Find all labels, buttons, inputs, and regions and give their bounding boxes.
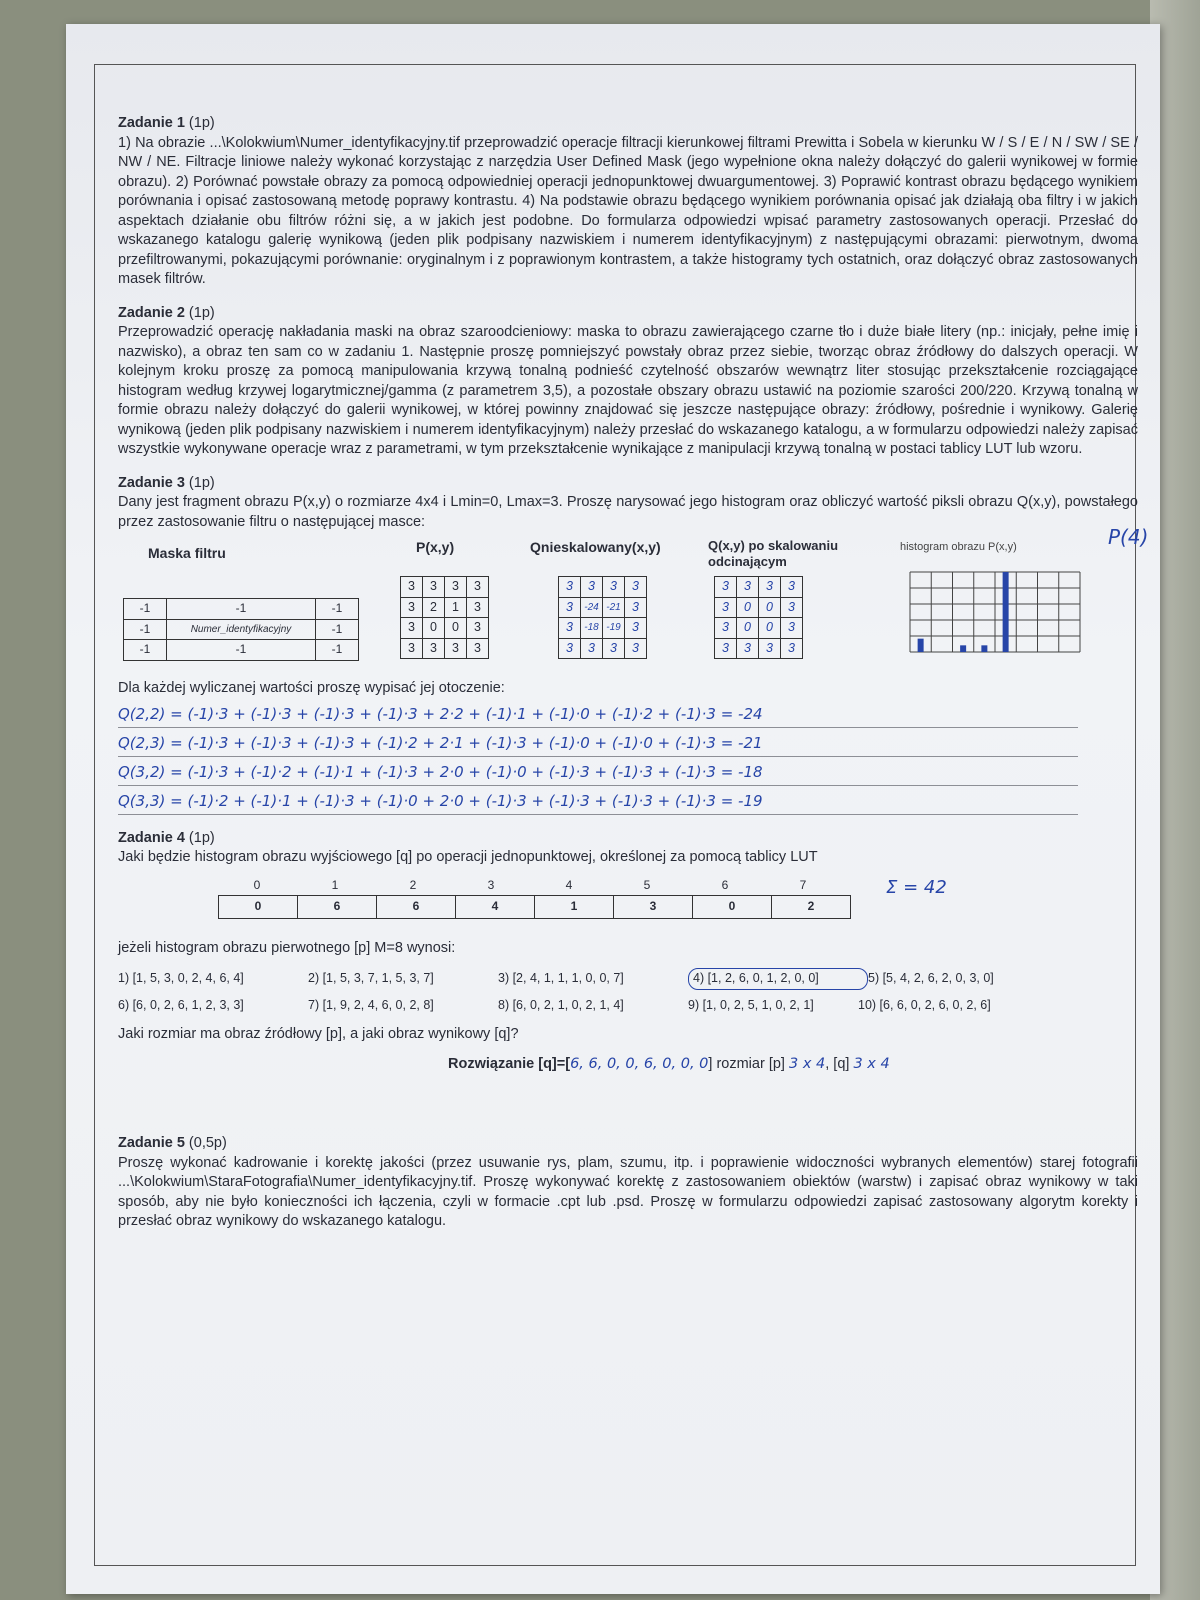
mask-row (124, 599, 359, 620)
grid-cell: 3 (467, 597, 489, 618)
calc-line-text: Q(2,3) = (-1)·3 + (-1)·3 + (-1)·3 + (-1)·2 + 2·1 + (-1)·3 + (-1)·0 + (-1)·0 + (-1)·3 = -21 (118, 734, 763, 752)
task-1-title: Zadanie 1 (118, 115, 185, 131)
task-5-points: (0,5p) (188, 1135, 227, 1151)
histogram-option: 3) [2, 4, 1, 1, 1, 0, 0, 7] (498, 971, 624, 985)
q-label: , [q] (825, 1055, 850, 1072)
calc-line (118, 786, 1078, 815)
lut-value: 0 (693, 896, 772, 919)
histogram-label: histogram obrazu P(x,y) (900, 541, 1017, 553)
mask-cell: -1 (316, 640, 359, 661)
lut-index: 2 (409, 877, 417, 892)
histogram-prompt: jeżeli histogram obrazu pierwotnego [p] M=8 wynosi: (118, 939, 456, 956)
grid-row (559, 618, 647, 639)
grid-cell: 0 (423, 618, 445, 639)
options-row-2 (118, 996, 1138, 1016)
qn-grid (558, 576, 647, 659)
task-1-text: 1) Na obrazie ...\Kolokwium\Numer_identyfikacyjny.tif przeprowadzić operacje filtracji kierunkowej filtrami Prewitta i Sobela w kierunku W / S / E / N / SW / SE / NW / NE. Filtracje liniowe należy wykonać korzystając z narzędzia User Defined Mask (jego wypełnione okna należy dołączyć do galerii wynikowej w formie obrazu). 2) Porównać powstałe obrazy za pomocą odpowiedniej operacji jednopunktowej dwuargumentowej. 3) Poprawić kontrast obrazu będącego wynikiem porównania i opisać zastosowaną metodę poprawy kontrastu. 4) Na podstawie obrazu będącego wynikiem porównania opisać jak działają oba filtry i w jakich aspektach działanie obu filtrów różni się, a w jakich jest podobne. Do formularza odpowiedzi wpisać parametry zastosowanych operacji. Przesłać do wskazanego katalogu galerię wynikową (jeden plik podpisany nazwiskiem i numerem identyfikacyjnym) z następującymi obrazami: pierwotnym, dwoma przefiltrowanymi, pokazującymi porównanie: oryginalnym i z poprawionym kontrastem, a także histogramy tych ostatnich, oraz dołączyć obraz zastosowanych masek filtrów. (118, 134, 1138, 287)
grid-cell: 0 (759, 597, 781, 618)
lut-value: 1 (535, 896, 614, 919)
grid-row (401, 618, 489, 639)
grid-cell: 3 (445, 638, 467, 659)
hist-bar-1 (960, 645, 966, 652)
task-2-title: Zadanie 2 (118, 304, 185, 321)
grid-cell: 3 (467, 577, 489, 598)
hist-bar-0 (918, 639, 924, 652)
solution-line (448, 1055, 1138, 1075)
grid-cell: 3 (559, 597, 581, 618)
grid-cell: 3 (581, 577, 603, 598)
lut-block (218, 876, 1138, 919)
p-grid (400, 576, 489, 659)
lut-value: 6 (298, 896, 377, 919)
lut-value: 3 (614, 896, 693, 919)
grid-row (715, 597, 803, 618)
lut-value: 4 (456, 896, 535, 919)
grid-cell: 3 (737, 638, 759, 659)
grid-cell: 3 (401, 597, 423, 618)
mask-cell: Numer_identyfikacyjny (167, 619, 316, 640)
grid-cell: 3 (401, 638, 423, 659)
mask-table (123, 598, 359, 661)
task-3-intro: Dany jest fragment obrazu P(x,y) o rozmiarze 4x4 i Lmin=0, Lmax=3. Proszę narysować jego histogram oraz obliczyć wartość piksli obrazu Q(x,y), powstałego przez zastosowanie filtru o następującej masce: (118, 494, 1138, 530)
histogram-option: 2) [1, 5, 3, 7, 1, 5, 3, 7] (308, 971, 434, 985)
grid-row (559, 638, 647, 659)
handwritten-calculations (118, 699, 1078, 815)
lut-index-row (218, 876, 1138, 896)
grid-cell: 3 (559, 638, 581, 659)
mask-cell: -1 (167, 599, 316, 620)
lut-table (218, 895, 851, 919)
grid-cell: 3 (603, 577, 625, 598)
grid-cell: 3 (603, 638, 625, 659)
grid-cell: 0 (737, 597, 759, 618)
calc-line-text: Q(2,2) = (-1)·3 + (-1)·3 + (-1)·3 + (-1)·3 + 2·2 + (-1)·1 + (-1)·0 + (-1)·2 + (-1)·3 = -24 (118, 705, 763, 723)
grid-cell: 2 (423, 597, 445, 618)
task-2 (118, 304, 1138, 460)
histogram-option: 10) [6, 6, 0, 2, 6, 0, 2, 6] (858, 997, 991, 1012)
grid-cell: -21 (603, 597, 625, 618)
grid-cell: -24 (581, 597, 603, 618)
p-label: P(x,y) (416, 539, 455, 555)
histogram-option: 6) [6, 0, 2, 6, 1, 2, 3, 3] (118, 997, 244, 1012)
grid-row (401, 577, 489, 598)
lut-index: 4 (565, 877, 573, 892)
grid-cell: 3 (401, 618, 423, 639)
size-p-answer: 3 x 4 (788, 1055, 826, 1072)
mask-cell: -1 (124, 640, 167, 661)
size-q-answer: 3 x 4 (853, 1055, 890, 1072)
grid-row (715, 577, 803, 598)
grid-cell: 1 (445, 597, 467, 618)
grid-cell: 3 (445, 577, 467, 598)
task-4-points: (1p) (188, 829, 215, 846)
mask-cell: -1 (167, 640, 316, 661)
grid-cell: 3 (759, 577, 781, 598)
grid-row (401, 638, 489, 659)
task-5 (118, 1134, 1138, 1232)
grid-cell: -19 (603, 618, 625, 639)
grid-cell: 3 (781, 638, 803, 659)
grid-row (715, 618, 803, 639)
size-label: ] rozmiar [p] (708, 1055, 785, 1072)
histogram-option: 7) [1, 9, 2, 4, 6, 0, 2, 8] (308, 997, 434, 1012)
task-1-points: (1p) (188, 115, 215, 131)
calc-line-text: Q(3,2) = (-1)·3 + (-1)·2 + (-1)·1 + (-1)·3 + 2·0 + (-1)·0 + (-1)·3 + (-1)·3 + (-1)·3 = -18 (118, 763, 763, 781)
histogram-option: 8) [6, 0, 2, 1, 0, 2, 1, 4] (498, 997, 624, 1012)
task-4-question: Jaki będzie histogram obrazu wyjściowego [q] po operacji jednopunktowej, określonej za pomocą tablicy LUT (118, 849, 818, 865)
task-3-title: Zadanie 3 (118, 474, 185, 491)
exam-sheet (66, 24, 1160, 1594)
calc-line (118, 757, 1078, 786)
grid-cell: 3 (715, 618, 737, 639)
neighbour-prompt: Dla każdej wyliczanej wartości proszę wypisać jej otoczenie: (118, 680, 505, 696)
grid-cell: -18 (581, 618, 603, 639)
task-3-figures (118, 525, 1149, 673)
grid-cell: 3 (625, 618, 647, 639)
histogram-chart (890, 568, 1090, 678)
mask-cell: -1 (124, 619, 167, 640)
calc-line-text: Q(3,3) = (-1)·2 + (-1)·1 + (-1)·3 + (-1)·0 + 2·0 + (-1)·3 + (-1)·3 + (-1)·3 + (-1)·3 = -19 (118, 792, 763, 810)
solution-label: Rozwiązanie [q]=[ (448, 1055, 571, 1072)
solution-answer: 6, 6, 0, 0, 6, 0, 0, 0 (570, 1055, 709, 1072)
grid-row (715, 638, 803, 659)
grid-cell: 3 (559, 577, 581, 598)
grid-cell: 3 (401, 577, 423, 598)
qs-grid (714, 576, 803, 659)
task-5-text: Proszę wykonać kadrowanie i korektę jakości (przez usuwanie rys, plam, szumu, itp. i poprawienie widoczności wybranych elementów) starej fotografii ...\Kolokwium\StaraFotografia\Numer_identyfikacyjny.tif. Proszę wykonywać korektę z zastosowaniem obiektów (warstw) i zapisać obraz wynikowy w taki sposób, aby nie było konieczności ich łączenia, czyli w formacie .cpt lub .psd. Proszę w formularzu odpowiedzi zapisać zastosowany algorytm korekty i przesłać obraz wynikowy do wskazanego katalogu. (118, 1154, 1138, 1229)
task-2-points: (1p) (188, 304, 215, 321)
sum-note: Σ = 42 (886, 876, 947, 898)
lut-index: 0 (253, 877, 261, 892)
grid-cell: 0 (759, 618, 781, 639)
size-question: Jaki rozmiar ma obraz źródłowy [p], a jaki obraz wynikowy [q]? (118, 1026, 519, 1042)
grid-cell: 3 (759, 638, 781, 659)
grid-cell: 3 (715, 638, 737, 659)
calc-line (118, 699, 1078, 728)
grid-row (401, 597, 489, 618)
histogram-option: 1) [1, 5, 3, 0, 2, 4, 6, 4] (118, 971, 244, 985)
grid-cell: 3 (737, 577, 759, 598)
lut-index: 7 (799, 877, 807, 892)
mask-row (124, 619, 359, 640)
grid-cell: 3 (781, 597, 803, 618)
grid-cell: 3 (625, 577, 647, 598)
grid-cell: 3 (423, 577, 445, 598)
histogram-option: 5) [5, 4, 2, 6, 2, 0, 3, 0] (868, 971, 994, 985)
lut-index: 1 (331, 877, 339, 892)
lut-value: 2 (772, 896, 851, 919)
qn-label: Qnieskalowany(x,y) (530, 539, 661, 555)
mask-row (124, 640, 359, 661)
grid-cell: 3 (625, 597, 647, 618)
grid-cell: 3 (559, 618, 581, 639)
hist-bar-3 (1003, 572, 1009, 652)
margin-note: P(4) (1108, 525, 1149, 549)
task-4-title: Zadanie 4 (118, 829, 185, 846)
grid-cell: 3 (715, 597, 737, 618)
grid-cell: 3 (625, 638, 647, 659)
mask-cell: -1 (124, 599, 167, 620)
hist-bar-2 (981, 645, 987, 652)
options-row-1 (118, 968, 1138, 990)
qs-label: Q(x,y) po skalowaniu odcinającym (708, 538, 839, 569)
grid-cell: 3 (467, 618, 489, 639)
task-4 (118, 829, 1138, 1075)
lut-value: 0 (219, 896, 298, 919)
histogram-option: 9) [1, 0, 2, 5, 1, 0, 2, 1] (688, 997, 814, 1012)
grid-cell: 3 (781, 577, 803, 598)
task-1 (118, 114, 1138, 290)
task-2-text: Przeprowadzić operację nakładania maski na obraz szaroodcieniowy: maska to obrazu zawierającego czarne tło i duże białe litery (np.: inicjały, pełne imię i nazwisko), a obraz ten sam co w zadaniu 1. Następnie proszę pomniejszyć powstały obraz przez siebie, tworząc obraz źródłowy do dalszych operacji. W kolejnym kroku proszę za pomocą manipulowania krzywą tonalną podnieść czytelność obszarów wewnątrz liter stosując przekształcenie rozciągające histogram według krzywej logarytmicznej/gamma (z parametrem 3,5), a pozostałe obszary obrazu ustawić na poziomie szarości 200/220. Krzywą tonalną w formie obrazu należy dołączyć do galerii wynikowej, w której powinny znajdować się jeszcze następujące obrazy: źródłowy, pośrednie i wynikowy. Galerię wynikową (jeden plik podpisany nazwiskiem i numerem identyfikacyjnym) należy przesłać do wskazanego katalogu, a w formularzu odpowiedzi należy zapisać wszystkie wykonywane operacje wraz z parametrami, w tym przekształcenie wynikające z manipulacji krzywą tonalną w postaci tablicy LUT lub wzoru. (118, 324, 1138, 457)
task-3-points: (1p) (188, 474, 215, 491)
calc-line (118, 728, 1078, 757)
mask-label: Maska filtru (148, 545, 226, 561)
grid-cell: 3 (781, 618, 803, 639)
mask-cell: -1 (316, 599, 359, 620)
lut-index: 3 (487, 877, 495, 892)
grid-cell: 3 (467, 638, 489, 659)
grid-cell: 0 (737, 618, 759, 639)
mask-cell: -1 (316, 619, 359, 640)
lut-index: 6 (721, 877, 729, 892)
task-5-title: Zadanie 5 (118, 1135, 185, 1151)
grid-cell: 3 (581, 638, 603, 659)
page-content (118, 114, 1149, 1246)
grid-cell: 3 (715, 577, 737, 598)
grid-row (559, 597, 647, 618)
lut-index: 5 (643, 877, 651, 892)
grid-cell: 0 (445, 618, 467, 639)
lut-value: 6 (377, 896, 456, 919)
grid-row (559, 577, 647, 598)
task-3 (118, 474, 1149, 815)
histogram-option: 4) [1, 2, 6, 0, 1, 2, 0, 0] (688, 968, 868, 990)
grid-cell: 3 (423, 638, 445, 659)
